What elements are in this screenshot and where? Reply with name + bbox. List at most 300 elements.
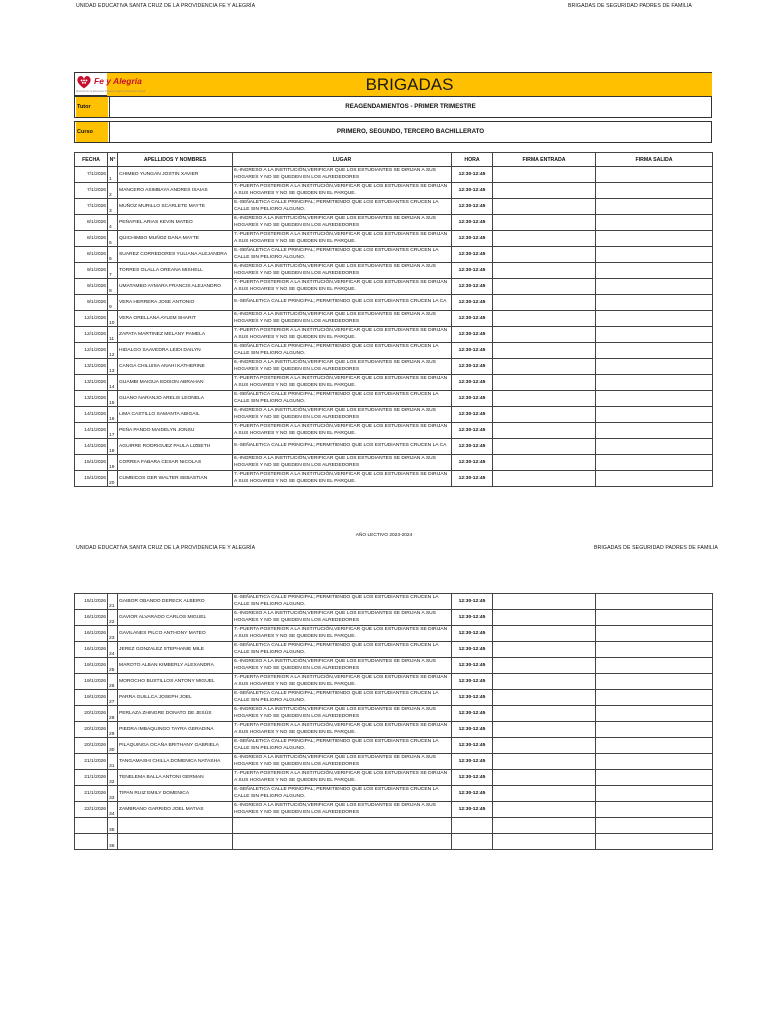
fecha-cell: 19/1/2026 xyxy=(75,674,108,690)
firma-entrada-cell[interactable] xyxy=(493,423,596,439)
firma-salida-cell[interactable] xyxy=(596,247,713,263)
name-cell: LIMA CASTILLO SAMANTA ABIGAIL xyxy=(118,407,233,423)
hora-cell: 12:30-12:45 xyxy=(452,327,493,343)
number-cell: 11 xyxy=(108,327,118,343)
lugar-cell: 8.-SEÑALETICA CALLE PRINCIPAL; PERMITIENDO QUE LOS ESTUDIANTES CRUCEN LA CA xyxy=(233,295,452,311)
table-row xyxy=(75,231,713,247)
table-row xyxy=(75,247,713,263)
firma-entrada-cell[interactable] xyxy=(493,391,596,407)
hora-cell: 12:30-12:45 xyxy=(452,439,493,455)
tutor-label: Tutor xyxy=(76,97,108,117)
firma-entrada-cell[interactable] xyxy=(493,738,596,754)
hora-cell xyxy=(452,818,493,834)
firma-salida-cell[interactable] xyxy=(596,610,713,626)
name-cell: UMATAMBO AYMARA FRANCIS ALEJANDRO xyxy=(118,279,233,295)
firma-salida-cell[interactable] xyxy=(596,263,713,279)
hora-cell: 12:30-12:45 xyxy=(452,754,493,770)
number-cell: 22 xyxy=(108,610,118,626)
firma-entrada-cell[interactable] xyxy=(493,375,596,391)
firma-salida-cell[interactable] xyxy=(596,279,713,295)
fecha-cell: 16/1/2026 xyxy=(75,626,108,642)
firma-salida-cell[interactable] xyxy=(596,455,713,471)
fecha-cell: 21/1/2026 xyxy=(75,770,108,786)
number-cell: 31 xyxy=(108,754,118,770)
firma-entrada-cell[interactable] xyxy=(493,359,596,375)
name-cell: PIEDRA IMBAQUINGO TAYRA GERADINA xyxy=(118,722,233,738)
firma-entrada-cell[interactable] xyxy=(493,626,596,642)
number-cell: 7 xyxy=(108,263,118,279)
firma-salida-cell[interactable] xyxy=(596,359,713,375)
hora-cell: 12:30-12:45 xyxy=(452,183,493,199)
lugar-cell: 7.-PUERTA POSTERIOR A LA INSTITUCIÓN,VERIFICAR QUE LOS ESTUDIANTES SE DIRIJAN A SUS HOGARES Y NO SE QUEDEN EN EL PARQUE. xyxy=(233,183,452,199)
lugar-cell: 7.-PUERTA POSTERIOR A LA INSTITUCIÓN,VERIFICAR QUE LOS ESTUDIANTES SE DIRIJAN A SUS HOGARES Y NO SE QUEDEN EN EL PARQUE. xyxy=(233,231,452,247)
table-row xyxy=(75,674,713,690)
number-cell: 32 xyxy=(108,770,118,786)
heart-logo-icon xyxy=(76,74,92,90)
lugar-cell: 6.-INGRESO A LA INSTITUCIÓN,VERIFICAR QUE LOS ESTUDIANTES SE DIRIJAN A SUS HOGARES Y NO SE QUEDEN EN LOS ALREDEDORES xyxy=(233,167,452,183)
fecha-cell: 12/1/2026 xyxy=(75,311,108,327)
firma-salida-cell[interactable] xyxy=(596,471,713,487)
fecha-cell: 8/1/2026 xyxy=(75,247,108,263)
hora-cell: 12:30-12:45 xyxy=(452,738,493,754)
name-cell: HIDALGO SAAVEDRA LEIDI DAILYN xyxy=(118,343,233,359)
col-firma-salida: FIRMA SALIDA xyxy=(596,153,713,167)
name-cell: TORRES OLALLA OREANA MISHELL xyxy=(118,263,233,279)
firma-entrada-cell[interactable] xyxy=(493,818,596,834)
firma-entrada-cell[interactable] xyxy=(493,770,596,786)
table-row xyxy=(75,167,713,183)
fecha-cell xyxy=(75,834,108,850)
hora-cell: 12:30-12:45 xyxy=(452,407,493,423)
logo-tagline: Movimiento de Educación Popular Integral y Promoción Social xyxy=(76,90,146,93)
firma-salida-cell[interactable] xyxy=(596,375,713,391)
fecha-cell: 14/1/2026 xyxy=(75,423,108,439)
firma-salida-cell[interactable] xyxy=(596,311,713,327)
lugar-cell: 7.-PUERTA POSTERIOR A LA INSTITUCIÓN,VERIFICAR QUE LOS ESTUDIANTES SE DIRIJAN A SUS HOGARES Y NO SE QUEDEN EN EL PARQUE. xyxy=(233,674,452,690)
table-row xyxy=(75,786,713,802)
name-cell: PILAQUINGA OCAÑA BRITHANY GABRIELA xyxy=(118,738,233,754)
firma-salida-cell[interactable] xyxy=(596,391,713,407)
firma-salida-cell[interactable] xyxy=(596,215,713,231)
number-cell: 33 xyxy=(108,786,118,802)
firma-salida-cell[interactable] xyxy=(596,642,713,658)
hora-cell: 12:30-12:45 xyxy=(452,375,493,391)
table-row xyxy=(75,706,713,722)
hora-cell: 12:30-12:45 xyxy=(452,722,493,738)
logo-brand: Fe y Alegría xyxy=(94,76,142,86)
firma-salida-cell[interactable] xyxy=(596,423,713,439)
fecha-cell: 9/1/2026 xyxy=(75,263,108,279)
lugar-cell: 6.-INGRESO A LA INSTITUCIÓN,VERIFICAR QUE LOS ESTUDIANTES SE DIRIJAN A SUS HOGARES Y NO SE QUEDEN EN LOS ALREDEDORES xyxy=(233,407,452,423)
table-row xyxy=(75,594,713,610)
hora-cell: 12:30-12:45 xyxy=(452,674,493,690)
fecha-cell: 13/1/2026 xyxy=(75,391,108,407)
lugar-cell: 7.-PUERTA POSTERIOR A LA INSTITUCIÓN,VERIFICAR QUE LOS ESTUDIANTES SE DIRIJAN A SUS HOGARES Y NO SE QUEDEN EN EL PARQUE. xyxy=(233,279,452,295)
lugar-cell: 7.-PUERTA POSTERIOR A LA INSTITUCIÓN,VERIFICAR QUE LOS ESTUDIANTES SE DIRIJAN A SUS HOGARES Y NO SE QUEDEN EN EL PARQUE. xyxy=(233,770,452,786)
table-row xyxy=(75,770,713,786)
header-left-2: UNIDAD EDUCATIVA SANTA CRUZ DE LA PROVIDENCIA FE Y ALEGRÍA xyxy=(76,545,256,551)
number-cell: 24 xyxy=(108,642,118,658)
hora-cell: 12:30-12:45 xyxy=(452,626,493,642)
name-cell: GAVIOR ALVARADO CARLOS MIGUEL xyxy=(118,610,233,626)
table-row xyxy=(75,610,713,626)
tutor-row xyxy=(74,96,712,118)
fecha-cell xyxy=(75,818,108,834)
number-cell: 30 xyxy=(108,738,118,754)
hora-cell: 12:30-12:45 xyxy=(452,471,493,487)
number-cell: 12 xyxy=(108,343,118,359)
name-cell: VERA HERRERA JOSE ANTONIO xyxy=(118,295,233,311)
fecha-cell: 7/1/2026 xyxy=(75,167,108,183)
firma-entrada-cell[interactable] xyxy=(493,343,596,359)
curso-label: Curso xyxy=(76,122,108,142)
lugar-cell: 8.-SEÑALETICA CALLE PRINCIPAL; PERMITIENDO QUE LOS ESTUDIANTES CRUCEN LA CALLE SIN PELIGRO ALGUNO. xyxy=(233,690,452,706)
firma-salida-cell[interactable] xyxy=(596,407,713,423)
lugar-cell: 6.-INGRESO A LA INSTITUCIÓN,VERIFICAR QUE LOS ESTUDIANTES SE DIRIJAN A SUS HOGARES Y NO SE QUEDEN EN LOS ALREDEDORES xyxy=(233,802,452,818)
name-cell: TENELEMA BALLA ANTONI GERMAN xyxy=(118,770,233,786)
firma-entrada-cell[interactable] xyxy=(493,834,596,850)
hora-cell: 12:30-12:45 xyxy=(452,247,493,263)
name-cell: JEREZ GONZALEZ STEPHANIE MILE xyxy=(118,642,233,658)
table-row xyxy=(75,311,713,327)
firma-entrada-cell[interactable] xyxy=(493,167,596,183)
firma-salida-cell[interactable] xyxy=(596,199,713,215)
hora-cell: 12:30-12:45 xyxy=(452,658,493,674)
firma-entrada-cell[interactable] xyxy=(493,642,596,658)
number-cell: 19 xyxy=(108,455,118,471)
hora-cell: 12:30-12:45 xyxy=(452,786,493,802)
curso-value: PRIMERO, SEGUNDO, TERCERO BACHILLERATO xyxy=(109,122,711,142)
firma-entrada-cell[interactable] xyxy=(493,327,596,343)
name-cell: SUAREZ CORREDORES YULIANA ALEJANDRA xyxy=(118,247,233,263)
number-cell: 5 xyxy=(108,231,118,247)
fecha-cell: 19/1/2026 xyxy=(75,658,108,674)
number-cell: 16 xyxy=(108,407,118,423)
firma-salida-cell[interactable] xyxy=(596,770,713,786)
col-nombres: APELLIDOS Y NOMBRES xyxy=(118,153,233,167)
fecha-cell: 12/1/2026 xyxy=(75,343,108,359)
table-row xyxy=(75,343,713,359)
number-cell: 29 xyxy=(108,722,118,738)
name-cell: ZAMBRANO GARRIDO JOEL MATIAS xyxy=(118,802,233,818)
number-cell: 14 xyxy=(108,375,118,391)
lugar-cell: 7.-PUERTA POSTERIOR A LA INSTITUCIÓN,VERIFICAR QUE LOS ESTUDIANTES SE DIRIJAN A SUS HOGARES Y NO SE QUEDEN EN EL PARQUE. xyxy=(233,722,452,738)
number-cell: 6 xyxy=(108,247,118,263)
firma-entrada-cell[interactable] xyxy=(493,311,596,327)
name-cell: MANCERO ASIMBAYA ANDRES ISAIAS xyxy=(118,183,233,199)
fecha-cell: 21/1/2026 xyxy=(75,754,108,770)
firma-salida-cell[interactable] xyxy=(596,327,713,343)
tutor-value: REAGENDAMIENTOS - PRIMER TRIMESTRE xyxy=(109,97,711,117)
firma-entrada-cell[interactable] xyxy=(493,279,596,295)
firma-salida-cell[interactable] xyxy=(596,786,713,802)
name-cell: CHIMBO YUNGAN JOSTIN XAVIER xyxy=(118,167,233,183)
number-cell: 26 xyxy=(108,674,118,690)
lugar-cell: 6.-INGRESO A LA INSTITUCIÓN,VERIFICAR QUE LOS ESTUDIANTES SE DIRIJAN A SUS HOGARES Y NO SE QUEDEN EN LOS ALREDEDORES xyxy=(233,359,452,375)
table-row xyxy=(75,183,713,199)
hora-cell: 12:30-12:45 xyxy=(452,215,493,231)
fecha-cell: 15/1/2026 xyxy=(75,471,108,487)
name-cell: CANGA CHILUISA ANAHI KATHERINE xyxy=(118,359,233,375)
number-cell: 15 xyxy=(108,391,118,407)
fecha-cell: 12/1/2026 xyxy=(75,327,108,343)
number-cell: 1 xyxy=(108,167,118,183)
name-cell xyxy=(118,834,233,850)
lugar-cell: 7.-PUERTA POSTERIOR A LA INSTITUCIÓN,VERIFICAR QUE LOS ESTUDIANTES SE DIRIJAN A SUS HOGARES Y NO SE QUEDEN EN EL PARQUE. xyxy=(233,626,452,642)
number-cell: 8 xyxy=(108,279,118,295)
fecha-cell: 20/1/2026 xyxy=(75,722,108,738)
lugar-cell: 8.-SEÑALETICA CALLE PRINCIPAL; PERMITIENDO QUE LOS ESTUDIANTES CRUCEN LA CALLE SIN PELIGRO ALGUNO. xyxy=(233,738,452,754)
brigadas-table-2 xyxy=(74,593,713,850)
hora-cell: 12:30-12:45 xyxy=(452,231,493,247)
hora-cell: 12:30-12:45 xyxy=(452,706,493,722)
firma-entrada-cell[interactable] xyxy=(493,407,596,423)
firma-entrada-cell[interactable] xyxy=(493,455,596,471)
lugar-cell: 6.-INGRESO A LA INSTITUCIÓN,VERIFICAR QUE LOS ESTUDIANTES SE DIRIJAN A SUS HOGARES Y NO SE QUEDEN EN LOS ALREDEDORES xyxy=(233,455,452,471)
firma-entrada-cell[interactable] xyxy=(493,690,596,706)
hora-cell: 12:30-12:45 xyxy=(452,642,493,658)
name-cell: GUANO NARANJO ARELIS LEONELA xyxy=(118,391,233,407)
hora-cell: 12:30-12:45 xyxy=(452,594,493,610)
lugar-cell: 7.-PUERTA POSTERIOR A LA INSTITUCIÓN,VERIFICAR QUE LOS ESTUDIANTES SE DIRIJAN A SUS HOGARES Y NO SE QUEDEN EN EL PARQUE. xyxy=(233,471,452,487)
name-cell: CORREA FABARA CESAR NICOLAS xyxy=(118,455,233,471)
header-left: UNIDAD EDUCATIVA SANTA CRUZ DE LA PROVIDENCIA FE Y ALEGRÍA xyxy=(76,3,256,9)
hora-cell: 12:30-12:45 xyxy=(452,343,493,359)
firma-entrada-cell[interactable] xyxy=(493,215,596,231)
lugar-cell xyxy=(233,834,452,850)
name-cell: TANGAMASHI CHILLA DOMENICA NATASHA xyxy=(118,754,233,770)
lugar-cell: 6.-INGRESO A LA INSTITUCIÓN,VERIFICAR QUE LOS ESTUDIANTES SE DIRIJAN A SUS HOGARES Y NO SE QUEDEN EN LOS ALREDEDORES xyxy=(233,311,452,327)
fecha-cell: 21/1/2026 xyxy=(75,786,108,802)
fecha-cell: 16/1/2026 xyxy=(75,610,108,626)
firma-salida-cell[interactable] xyxy=(596,754,713,770)
fecha-cell: 13/1/2026 xyxy=(75,359,108,375)
table-row xyxy=(75,359,713,375)
fecha-cell: 15/1/2026 xyxy=(75,594,108,610)
number-cell: 34 xyxy=(108,802,118,818)
firma-entrada-cell[interactable] xyxy=(493,247,596,263)
hora-cell: 12:30-12:45 xyxy=(452,167,493,183)
name-cell: GUAMBI MAIGUA EDISON ABRAHAN xyxy=(118,375,233,391)
firma-entrada-cell[interactable] xyxy=(493,183,596,199)
lugar-cell: 6.-INGRESO A LA INSTITUCIÓN,VERIFICAR QUE LOS ESTUDIANTES SE DIRIJAN A SUS HOGARES Y NO SE QUEDEN EN LOS ALREDEDORES xyxy=(233,610,452,626)
col-fecha: FECHA xyxy=(75,153,108,167)
firma-entrada-cell[interactable] xyxy=(493,722,596,738)
firma-salida-cell[interactable] xyxy=(596,594,713,610)
lugar-cell: 6.-INGRESO A LA INSTITUCIÓN,VERIFICAR QUE LOS ESTUDIANTES SE DIRIJAN A SUS HOGARES Y NO SE QUEDEN EN LOS ALREDEDORES xyxy=(233,706,452,722)
header-right: BRIGADAS DE SEGURIDAD PADRES DE FAMILIA xyxy=(567,3,692,9)
firma-salida-cell[interactable] xyxy=(596,343,713,359)
hora-cell: 12:30-12:45 xyxy=(452,199,493,215)
firma-salida-cell[interactable] xyxy=(596,626,713,642)
table-row xyxy=(75,738,713,754)
hora-cell: 12:30-12:45 xyxy=(452,359,493,375)
table-row xyxy=(75,658,713,674)
table-row xyxy=(75,834,713,850)
hora-cell xyxy=(452,834,493,850)
school-year-caption: AÑO LECTIVO 2023-2024 xyxy=(355,533,413,538)
table-row xyxy=(75,327,713,343)
hora-cell: 12:30-12:45 xyxy=(452,295,493,311)
firma-salida-cell[interactable] xyxy=(596,706,713,722)
lugar-cell: 6.-INGRESO A LA INSTITUCIÓN,VERIFICAR QUE LOS ESTUDIANTES SE DIRIJAN A SUS HOGARES Y NO SE QUEDEN EN LOS ALREDEDORES xyxy=(233,263,452,279)
firma-salida-cell[interactable] xyxy=(596,674,713,690)
lugar-cell: 7.-PUERTA POSTERIOR A LA INSTITUCIÓN,VERIFICAR QUE LOS ESTUDIANTES SE DIRIJAN A SUS HOGARES Y NO SE QUEDEN EN EL PARQUE. xyxy=(233,327,452,343)
name-cell: MUÑOZ MURILLO SCARLETE MAYTE xyxy=(118,199,233,215)
firma-entrada-cell[interactable] xyxy=(493,231,596,247)
hora-cell: 12:30-12:45 xyxy=(452,423,493,439)
hora-cell: 12:30-12:45 xyxy=(452,802,493,818)
number-cell: 10 xyxy=(108,311,118,327)
fecha-cell: 13/1/2026 xyxy=(75,375,108,391)
fecha-cell: 16/1/2026 xyxy=(75,642,108,658)
firma-entrada-cell[interactable] xyxy=(493,802,596,818)
name-cell: PARRA GUILLCA JOSEPH JOEL xyxy=(118,690,233,706)
fecha-cell: 14/1/2026 xyxy=(75,407,108,423)
name-cell: QUICHIMBO MUÑOZ DANA MAYTE xyxy=(118,231,233,247)
fecha-cell: 7/1/2026 xyxy=(75,183,108,199)
number-cell: 18 xyxy=(108,439,118,455)
table-row xyxy=(75,263,713,279)
table-header-row xyxy=(75,153,713,167)
fecha-cell: 20/1/2026 xyxy=(75,738,108,754)
firma-salida-cell[interactable] xyxy=(596,834,713,850)
firma-salida-cell[interactable] xyxy=(596,802,713,818)
lugar-cell: 8.-SEÑALETICA CALLE PRINCIPAL; PERMITIENDO QUE LOS ESTUDIANTES CRUCEN LA CALLE SIN PELIGRO ALGUNO. xyxy=(233,786,452,802)
fecha-cell: 9/1/2026 xyxy=(75,279,108,295)
hora-cell: 12:30-12:45 xyxy=(452,279,493,295)
hora-cell: 12:30-12:45 xyxy=(452,610,493,626)
number-cell: 25 xyxy=(108,658,118,674)
col-hora: HORA xyxy=(452,153,493,167)
name-cell: TIPAN RUIZ EMILY DOMENICA xyxy=(118,786,233,802)
firma-salida-cell[interactable] xyxy=(596,439,713,455)
firma-salida-cell[interactable] xyxy=(596,818,713,834)
hora-cell: 12:30-12:45 xyxy=(452,311,493,327)
firma-salida-cell[interactable] xyxy=(596,167,713,183)
table-row xyxy=(75,471,713,487)
name-cell: GAVILANES PILCO ANTHONY MATEO xyxy=(118,626,233,642)
curso-row xyxy=(74,121,712,143)
fecha-cell: 19/1/2026 xyxy=(75,690,108,706)
name-cell: MOROCHO BUSTILLOS ANTONY MIGUEL xyxy=(118,674,233,690)
table-row xyxy=(75,626,713,642)
firma-salida-cell[interactable] xyxy=(596,658,713,674)
lugar-cell: 8.-SEÑALETICA CALLE PRINCIPAL; PERMITIENDO QUE LOS ESTUDIANTES CRUCEN LA CALLE SIN PELIGRO ALGUNO. xyxy=(233,594,452,610)
name-cell: PEÑAFIEL ARIAS KEVIN MATEO xyxy=(118,215,233,231)
firma-entrada-cell[interactable] xyxy=(493,674,596,690)
hora-cell: 12:30-12:45 xyxy=(452,455,493,471)
number-cell: 2 xyxy=(108,183,118,199)
number-cell: 27 xyxy=(108,690,118,706)
firma-salida-cell[interactable] xyxy=(596,690,713,706)
lugar-cell: 7.-PUERTA POSTERIOR A LA INSTITUCIÓN,VERIFICAR QUE LOS ESTUDIANTES SE DIRIJAN A SUS HOGARES Y NO SE QUEDEN EN EL PARQUE. xyxy=(233,375,452,391)
firma-salida-cell[interactable] xyxy=(596,183,713,199)
table-row xyxy=(75,802,713,818)
number-cell: 3 xyxy=(108,199,118,215)
table-row xyxy=(75,455,713,471)
lugar-cell: 6.-INGRESO A LA INSTITUCIÓN,VERIFICAR QUE LOS ESTUDIANTES SE DIRIJAN A SUS HOGARES Y NO SE QUEDEN EN LOS ALREDEDORES xyxy=(233,215,452,231)
table-row xyxy=(75,279,713,295)
name-cell: PERLAZA ZHINGRE DONATO DE JESÚS xyxy=(118,706,233,722)
firma-entrada-cell[interactable] xyxy=(493,439,596,455)
table-row xyxy=(75,375,713,391)
col-firma-entrada: FIRMA ENTRADA xyxy=(493,153,596,167)
firma-entrada-cell[interactable] xyxy=(493,658,596,674)
lugar-cell: 8.-SEÑALETICA CALLE PRINCIPAL; PERMITIENDO QUE LOS ESTUDIANTES CRUCEN LA CALLE SIN PELIGRO ALGUNO. xyxy=(233,642,452,658)
name-cell xyxy=(118,818,233,834)
table-row xyxy=(75,818,713,834)
firma-entrada-cell[interactable] xyxy=(493,263,596,279)
name-cell: AGUIRRE RODRIGUEZ PAULA LIZBETH xyxy=(118,439,233,455)
fecha-cell: 20/1/2026 xyxy=(75,706,108,722)
header-right-2: BRIGADAS DE SEGURIDAD PADRES DE FAMILIA xyxy=(593,545,718,551)
number-cell: 20 xyxy=(108,471,118,487)
firma-salida-cell[interactable] xyxy=(596,231,713,247)
number-cell: 28 xyxy=(108,706,118,722)
table-row xyxy=(75,642,713,658)
number-cell: 21 xyxy=(108,594,118,610)
hora-cell: 12:30-12:45 xyxy=(452,391,493,407)
table-row xyxy=(75,199,713,215)
lugar-cell: 8.-SEÑALETICA CALLE PRINCIPAL; PERMITIENDO QUE LOS ESTUDIANTES CRUCEN LA CALLE SIN PELIGRO ALGUNO. xyxy=(233,199,452,215)
firma-entrada-cell[interactable] xyxy=(493,471,596,487)
fecha-cell: 15/1/2026 xyxy=(75,455,108,471)
fecha-cell: 22/1/2026 xyxy=(75,802,108,818)
table-row xyxy=(75,754,713,770)
lugar-cell: 8.-SEÑALETICA CALLE PRINCIPAL; PERMITIENDO QUE LOS ESTUDIANTES CRUCEN LA CALLE SIN PELIGRO ALGUNO. xyxy=(233,391,452,407)
firma-entrada-cell[interactable] xyxy=(493,610,596,626)
page-title: BRIGADAS xyxy=(365,75,454,94)
number-cell: 35 xyxy=(108,818,118,834)
firma-salida-cell[interactable] xyxy=(596,295,713,311)
lugar-cell: 6.-INGRESO A LA INSTITUCIÓN,VERIFICAR QUE LOS ESTUDIANTES SE DIRIJAN A SUS HOGARES Y NO SE QUEDEN EN LOS ALREDEDORES xyxy=(233,658,452,674)
name-cell: MAROTO ALBAN KIMBERLY ALEXANDRA xyxy=(118,658,233,674)
firma-entrada-cell[interactable] xyxy=(493,594,596,610)
name-cell: ZAPATA MARTINEZ MELANY PAMELA xyxy=(118,327,233,343)
lugar-cell: 6.-INGRESO A LA INSTITUCIÓN,VERIFICAR QUE LOS ESTUDIANTES SE DIRIJAN A SUS HOGARES Y NO SE QUEDEN EN LOS ALREDEDORES xyxy=(233,754,452,770)
lugar-cell xyxy=(233,818,452,834)
table-row xyxy=(75,722,713,738)
firma-entrada-cell[interactable] xyxy=(493,786,596,802)
col-numero: N° xyxy=(108,153,118,167)
firma-salida-cell[interactable] xyxy=(596,738,713,754)
hora-cell: 12:30-12:45 xyxy=(452,770,493,786)
table-row xyxy=(75,407,713,423)
firma-entrada-cell[interactable] xyxy=(493,706,596,722)
hora-cell: 12:30-12:45 xyxy=(452,263,493,279)
number-cell: 4 xyxy=(108,215,118,231)
name-cell: CUMBICOS GER WALTER SEBASTIAN xyxy=(118,471,233,487)
firma-salida-cell[interactable] xyxy=(596,722,713,738)
table-row xyxy=(75,423,713,439)
table-row xyxy=(75,215,713,231)
firma-entrada-cell[interactable] xyxy=(493,199,596,215)
lugar-cell: 7.-PUERTA POSTERIOR A LA INSTITUCIÓN,VERIFICAR QUE LOS ESTUDIANTES SE DIRIJAN A SUS HOGARES Y NO SE QUEDEN EN EL PARQUE. xyxy=(233,423,452,439)
firma-entrada-cell[interactable] xyxy=(493,295,596,311)
fecha-cell: 9/1/2026 xyxy=(75,295,108,311)
lugar-cell: 8.-SEÑALETICA CALLE PRINCIPAL; PERMITIENDO QUE LOS ESTUDIANTES CRUCEN LA CA xyxy=(233,439,452,455)
name-cell: PEÑA PANDO MAIDELYN JONSU xyxy=(118,423,233,439)
col-lugar: LUGAR xyxy=(233,153,452,167)
lugar-cell: 8.-SEÑALETICA CALLE PRINCIPAL; PERMITIENDO QUE LOS ESTUDIANTES CRUCEN LA CALLE SIN PELIGRO ALGUNO. xyxy=(233,343,452,359)
firma-entrada-cell[interactable] xyxy=(493,754,596,770)
lugar-cell: 8.-SEÑALETICA CALLE PRINCIPAL; PERMITIENDO QUE LOS ESTUDIANTES CRUCEN LA CALLE SIN PELIGRO ALGUNO. xyxy=(233,247,452,263)
brigadas-table-1 xyxy=(74,152,713,487)
table-row xyxy=(75,295,713,311)
hora-cell: 12:30-12:45 xyxy=(452,690,493,706)
number-cell: 9 xyxy=(108,295,118,311)
